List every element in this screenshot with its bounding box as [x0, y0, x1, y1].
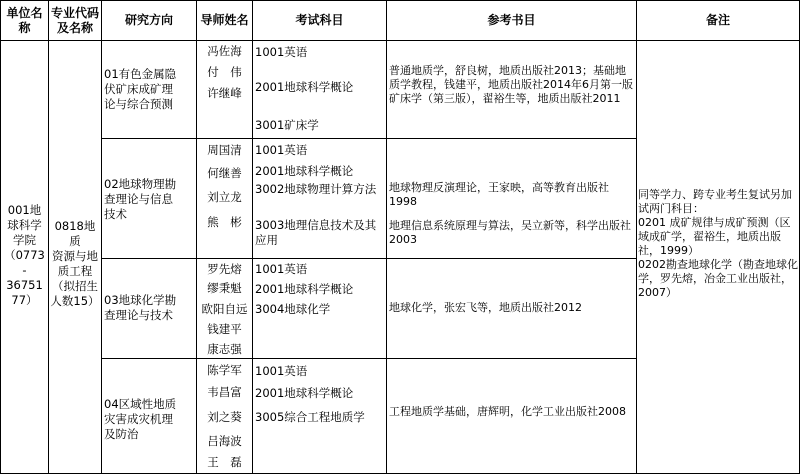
supervisor-row-3-4: 钱建平: [207, 322, 242, 336]
rule-header-bottom: [0, 40, 800, 41]
exam-row-3-2: 2001地球科学概论: [255, 282, 354, 296]
rule-row2-bottom: [101, 258, 637, 259]
supervisor-row-1-1: 冯佐海: [207, 44, 242, 58]
exam-row-2-3: 3002地球物理计算方法: [255, 182, 377, 196]
exam-row-4-3: 3005综合工程地质学: [255, 410, 365, 424]
direction-02: 02地球物理勘 查理论与信息 技术: [104, 177, 177, 221]
notes-cell: 同等学力、跨专业考生复试另加试两门科目： 0201 成矿规律与成矿预测（区域成矿学，翟裕生，地质出版社，1999） 0202勘查地球化学（勘查地球化学，罗先熔，冶金工业出版社，2007）: [638, 188, 798, 299]
supervisor-row-4-2: 韦昌富: [207, 385, 242, 399]
exam-row-3-3: 3004地球化学: [255, 302, 331, 316]
supervisor-row-3-2: 缪秉魁: [207, 281, 242, 295]
exam-row-2-4: 3003地理信息技术及其应用: [255, 218, 377, 247]
rule-row3-bottom: [101, 358, 637, 359]
header-major: 专业代码 及名称: [50, 6, 99, 35]
major-cell: 0818地质 资源与地 质工程 （拟招生 人数15）: [50, 219, 100, 308]
books-row-1: 普通地质学，舒良树，地质出版社2013；基础地质学教程，钱建平，地质出版社2014年6月第一版 矿床学（第三版），翟裕生等，地质出版社2011: [389, 64, 633, 105]
exam-row-4-1: 1001英语: [255, 364, 308, 378]
exam-row-1-1: 1001英语: [255, 45, 308, 59]
exam-row-2-1: 1001英语: [255, 143, 308, 157]
rule-row1-bottom: [101, 138, 637, 139]
supervisor-row-2-3: 刘立龙: [207, 190, 242, 204]
exam-row-3-1: 1001英语: [255, 262, 308, 276]
supervisor-row-3-3: 欧阳自远: [201, 302, 248, 316]
books-row-2-1: 地球物理反演理论，王家映，高等教育出版社1998: [389, 181, 609, 208]
supervisor-row-3-1: 罗先熔: [207, 262, 242, 276]
header-unit: 单位名 称: [6, 6, 43, 35]
header-exam: 考试科目: [295, 13, 344, 27]
exam-row-1-3: 3001矿床学: [255, 118, 319, 132]
books-row-4: 工程地质学基础，唐辉明，化学工业出版社2008: [389, 405, 626, 418]
rule-col5: [386, 0, 387, 474]
rule-col2: [101, 0, 102, 474]
direction-01: 01有色金属隐 伏矿床成矿理 论与综合预测: [104, 67, 177, 111]
books-row-3: 地球化学，张宏飞等，地质出版社2012: [389, 301, 582, 314]
supervisor-row-4-4: 吕海波: [207, 434, 242, 448]
supervisor-row-1-3: 许继峰: [207, 86, 242, 100]
supervisor-row-4-5: 王 磊: [207, 455, 242, 469]
rule-col6: [636, 0, 637, 474]
supervisor-row-4-1: 陈学军: [207, 363, 242, 377]
rule-col4: [252, 0, 253, 474]
header-notes: 备注: [705, 13, 730, 27]
supervisor-row-2-2: 何继善: [207, 166, 242, 180]
supervisor-row-4-3: 刘之葵: [207, 410, 242, 424]
header-direction: 研究方向: [124, 13, 173, 27]
exam-row-4-2: 2001地球科学概论: [255, 386, 354, 400]
supervisor-row-1-2: 付 伟: [207, 65, 242, 79]
rule-top: [0, 0, 800, 1]
direction-04: 04区域性地质 灾害成灾机理 及防治: [104, 397, 177, 441]
direction-03: 03地球化学勘 查理论与技术: [104, 293, 177, 322]
header-books: 参考书目: [487, 13, 536, 27]
supervisor-row-2-4: 熊 彬: [207, 215, 242, 229]
unit-cell: 001地 球科学 学院 （0773 - 36751 77）: [4, 203, 45, 307]
supervisor-row-3-5: 康志强: [207, 342, 242, 356]
supervisor-row-2-1: 周国清: [207, 143, 242, 157]
header-supervisor: 导师姓名: [200, 13, 249, 27]
books-row-2-2: 地理信息系统原理与算法，吴立新等，科学出版社2003: [389, 219, 631, 246]
exam-row-1-2: 2001地球科学概论: [255, 80, 354, 94]
exam-row-2-2: 2001地球科学概论: [255, 164, 354, 178]
